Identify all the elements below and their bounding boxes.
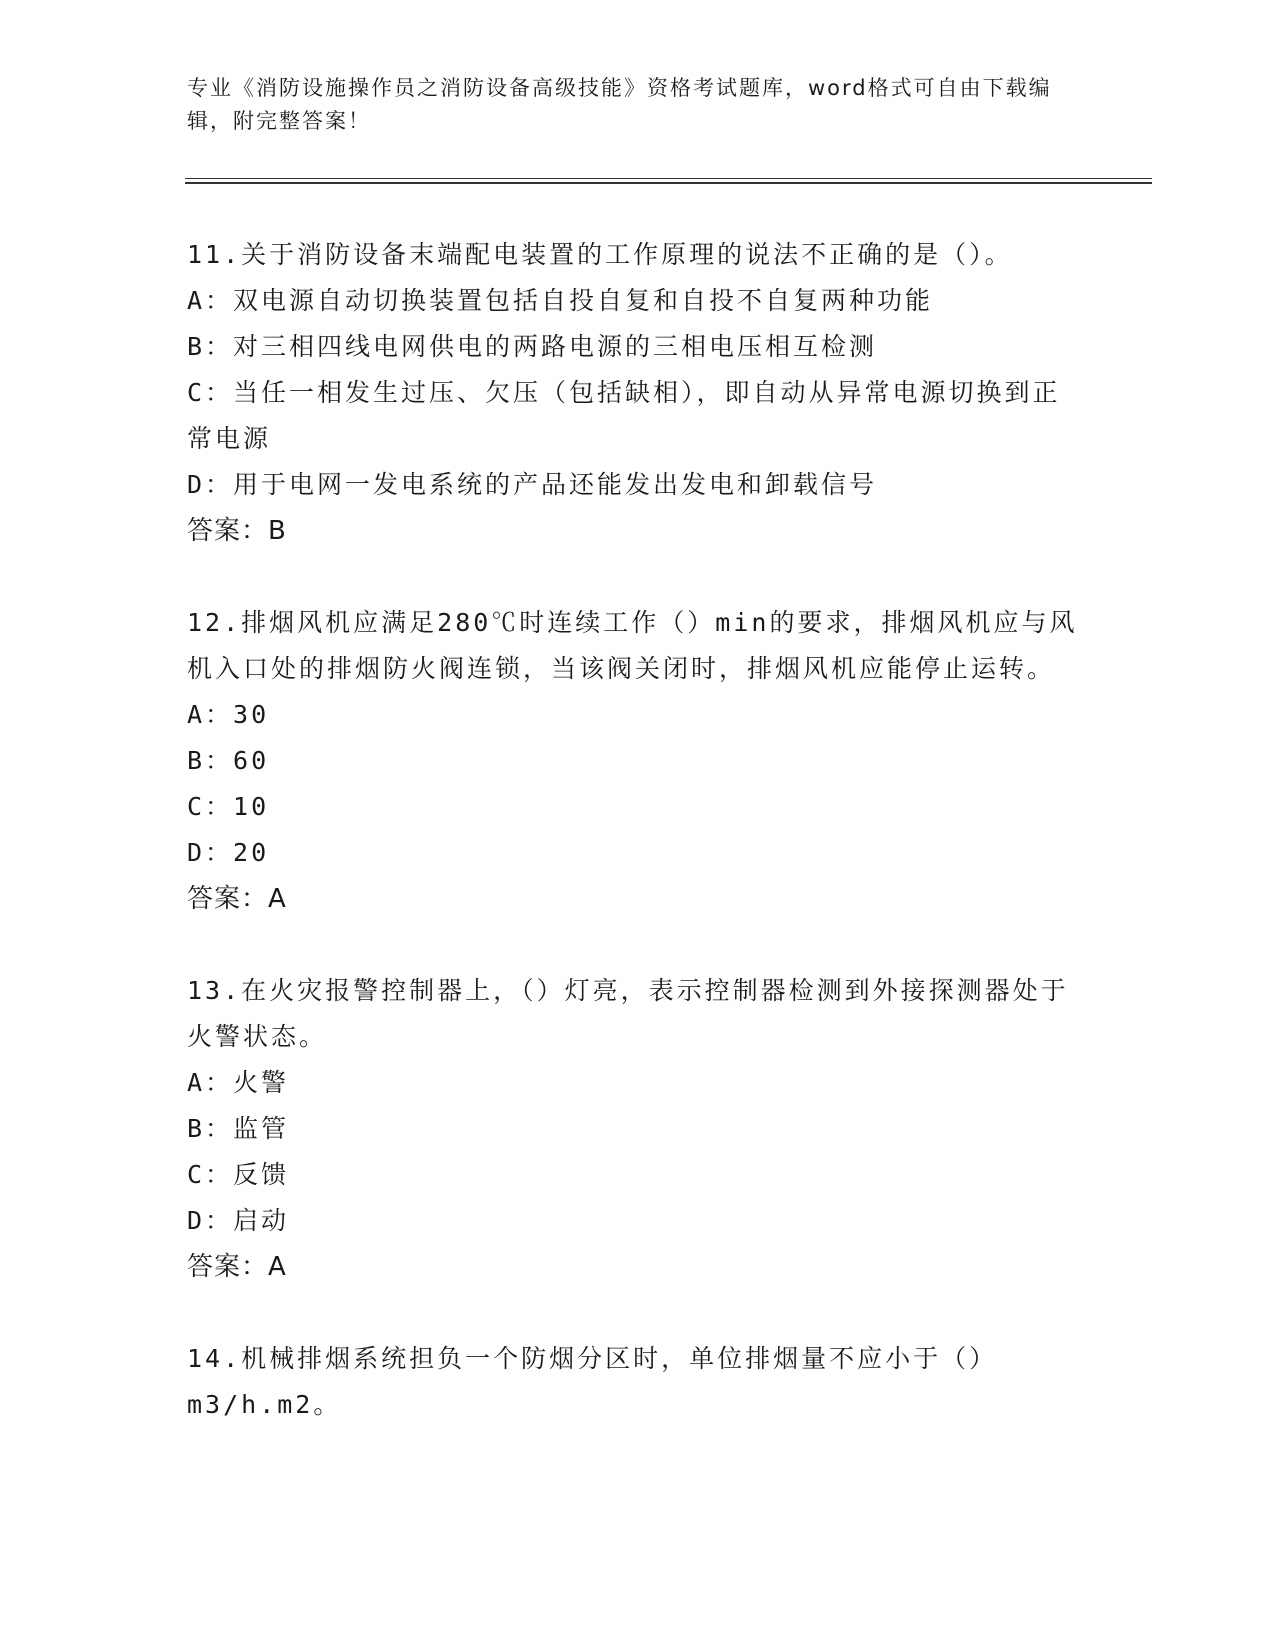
- option-b: B：监管: [187, 1114, 290, 1143]
- question-12: [187, 600, 1087, 922]
- question-13: [187, 968, 1087, 1290]
- option-a: A：双电源自动切换装置包括自投自复和自投不自复两种功能: [187, 286, 934, 315]
- option-c: C：10: [187, 792, 270, 821]
- question-stem: 11.关于消防设备末端配电装置的工作原理的说法不正确的是（）。: [187, 240, 1013, 269]
- document-header: 专业《消防设施操作员之消防设备高级技能》资格考试题库，word格式可自由下载编辑，附完整答案！: [187, 76, 1052, 133]
- question-stem: 13.在火灾报警控制器上，（）灯亮，表示控制器检测到外接探测器处于火警状态。: [187, 976, 1069, 1051]
- option-b: B：对三相四线电网供电的两路电源的三相电压相互检测: [187, 332, 878, 361]
- option-a: A：30: [187, 700, 270, 729]
- question-list: [187, 232, 1087, 1474]
- answer-label: 答案：A: [187, 1252, 287, 1282]
- answer-label: 答案：A: [187, 884, 287, 914]
- option-c: C：当任一相发生过压、欠压（包括缺相），即自动从异常电源切换到正常电源: [187, 378, 1061, 453]
- question-stem: 14.机械排烟系统担负一个防烟分区时，单位排烟量不应小于（）m3/h.m2。: [187, 1344, 998, 1419]
- option-a: A：火警: [187, 1068, 290, 1097]
- question-11: [187, 232, 1087, 554]
- option-d: D：用于电网一发电系统的产品还能发出发电和卸载信号: [187, 470, 878, 499]
- option-d: D：启动: [187, 1206, 290, 1235]
- answer-label: 答案：B: [187, 516, 287, 546]
- header-divider-thin: [185, 178, 1152, 179]
- option-b: B：60: [187, 746, 270, 775]
- question-stem: 12.排烟风机应满足280℃时连续工作（）min的要求，排烟风机应与风机入口处的排烟防火阀连锁，当该阀关闭时，排烟风机应能停止运转。: [187, 608, 1078, 683]
- option-d: D：20: [187, 838, 270, 867]
- header-divider-thick: [185, 182, 1152, 184]
- option-c: C：反馈: [187, 1160, 290, 1189]
- question-14: [187, 1336, 1087, 1428]
